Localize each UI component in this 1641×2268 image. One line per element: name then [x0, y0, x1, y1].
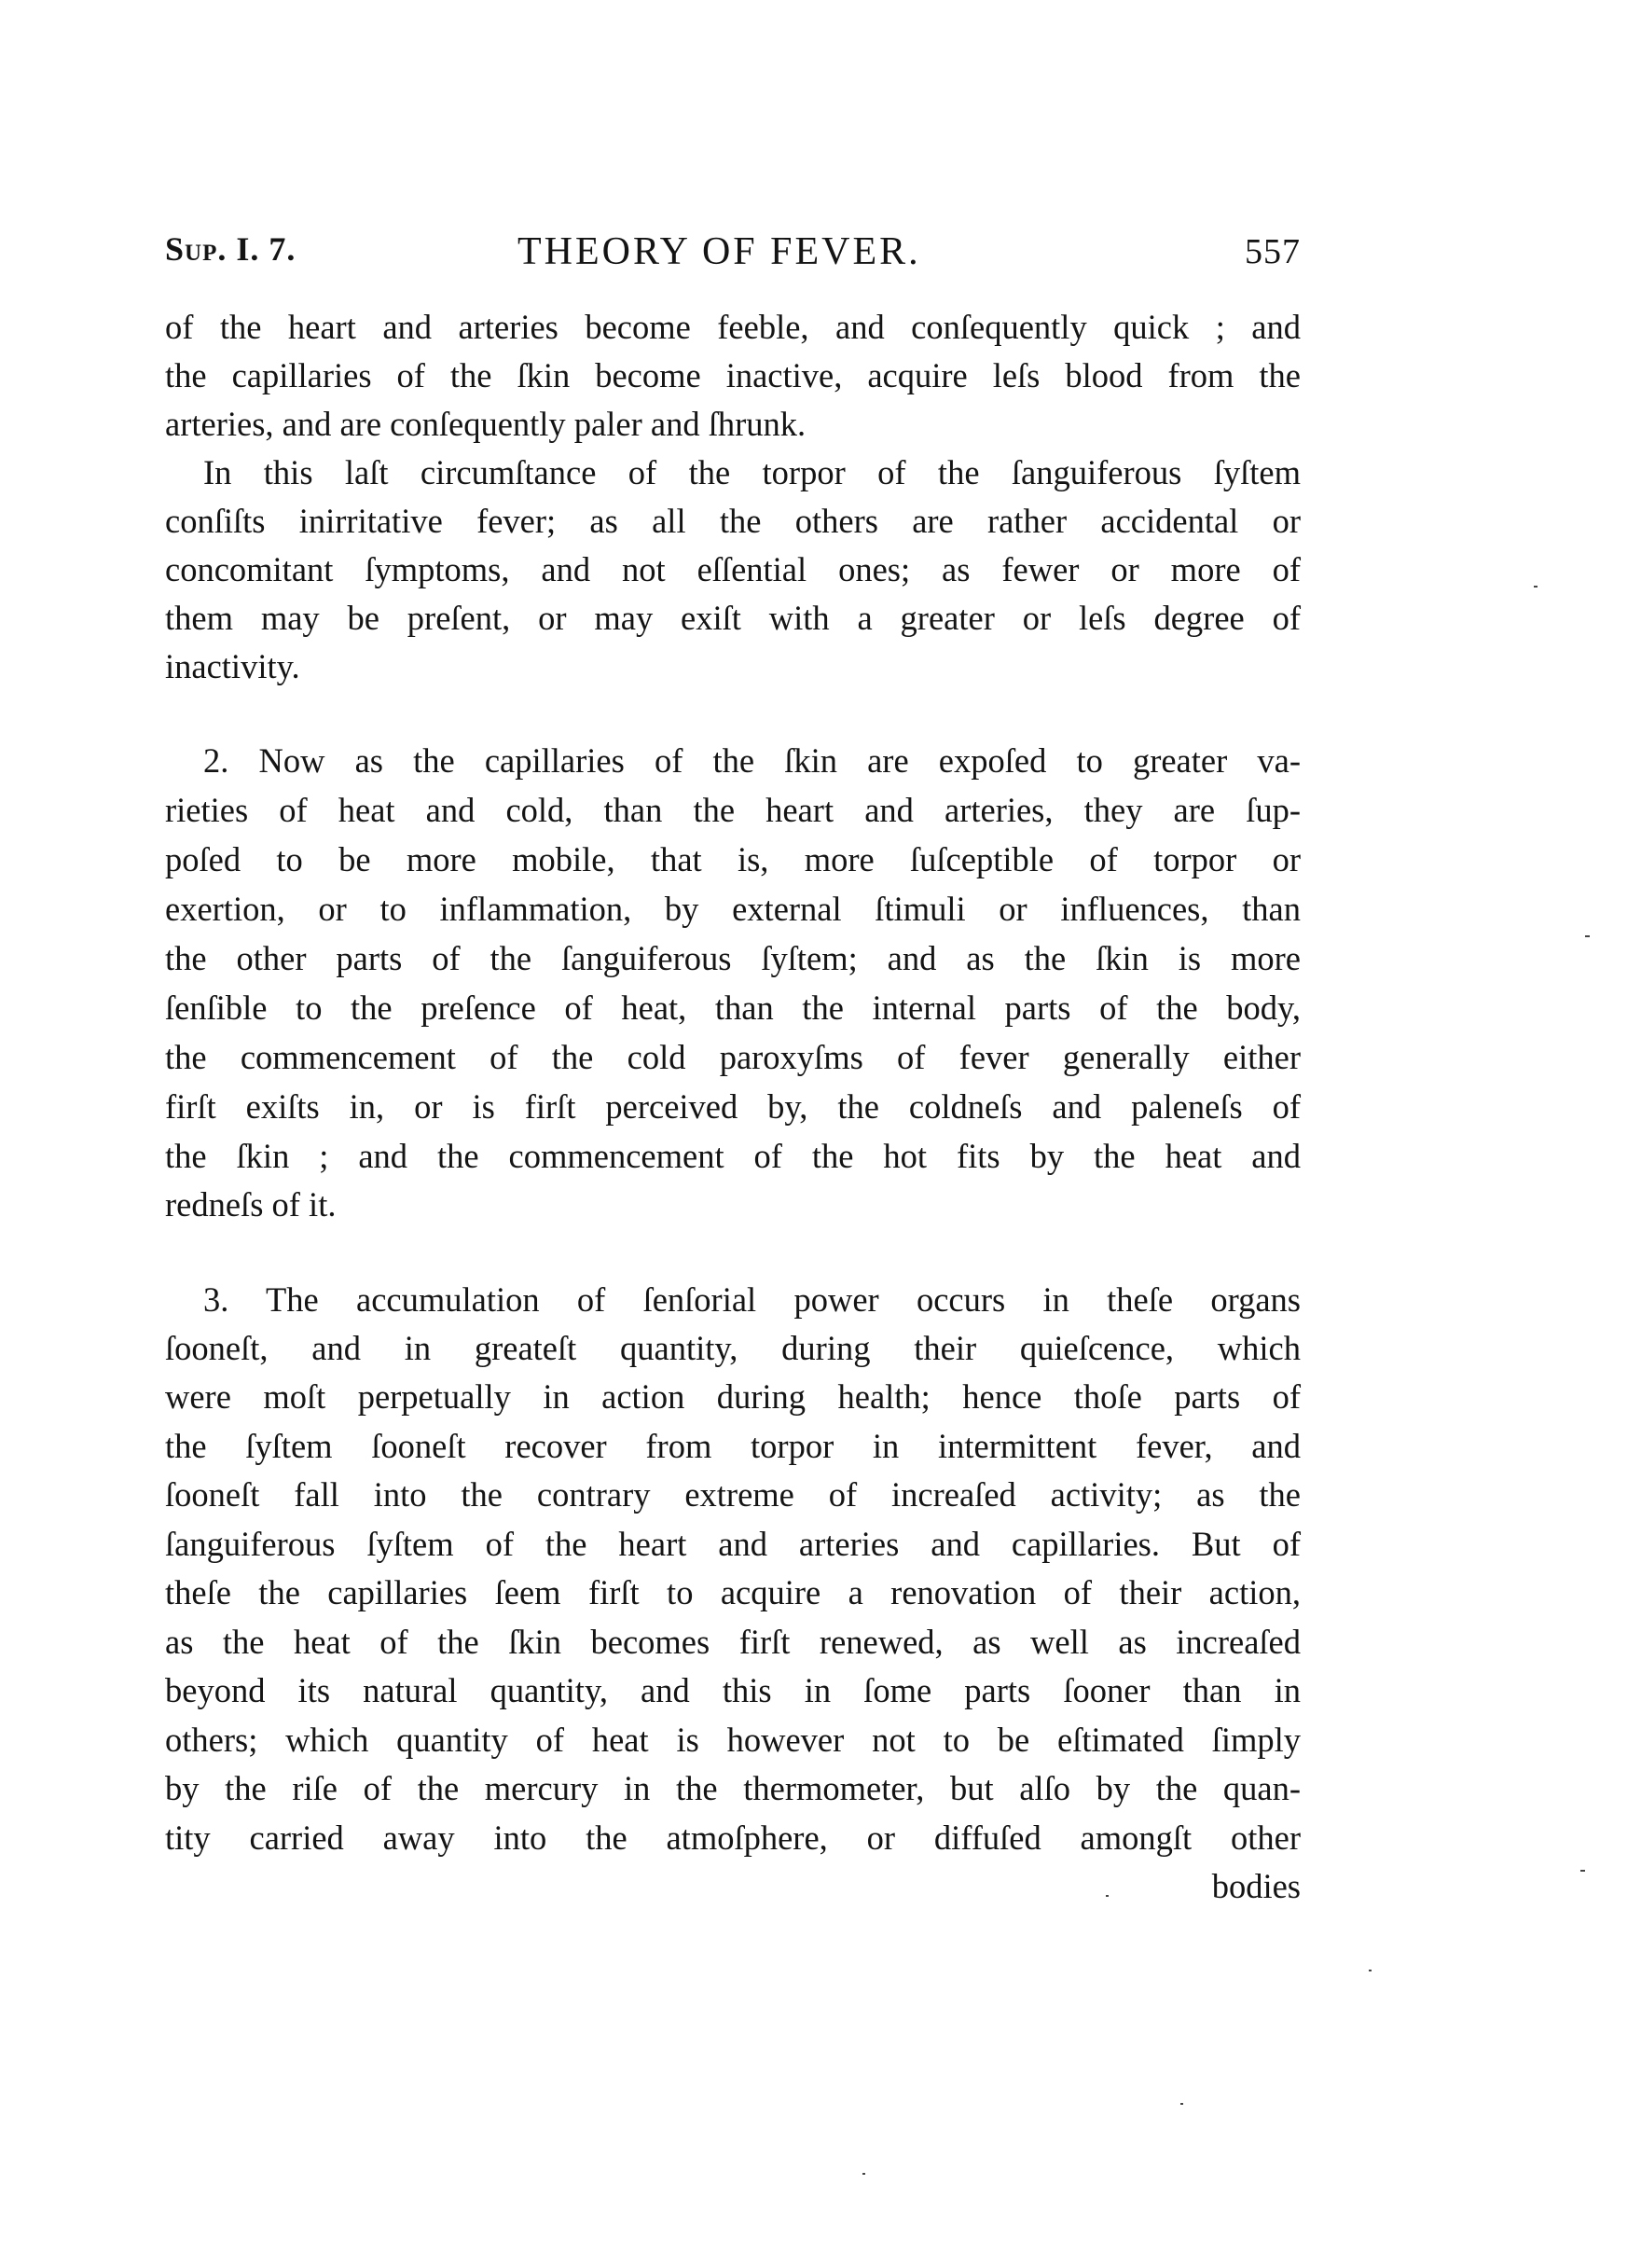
text-line: ſooneſt fall into the contrary extreme of increaſed activity; as the: [165, 1475, 1301, 1514]
scan-speck: [1585, 935, 1590, 937]
text-line: conſiſts inirritative fever; as all the others are rather accidental or: [165, 502, 1301, 540]
scan-speck: [1534, 586, 1538, 588]
page-title: THEORY OF FEVER.: [517, 230, 921, 273]
text-line: were moſt perpetually in action during health; hence thoſe parts of: [165, 1377, 1301, 1416]
paragraph-first-line: In this laſt circumſtance of the torpor of the ſanguiferous ſyſtem: [203, 453, 1301, 491]
scan-speck: [1369, 1970, 1372, 1971]
section-reference: Sup. I. 7.: [165, 230, 296, 268]
text-line: concomitant ſymptoms, and not eſſential ones; as fewer or more of: [165, 550, 1301, 588]
text-line: the commencement of the cold paroxyſms of fever generally either: [165, 1038, 1301, 1076]
text-line: them may be preſent, or may exiſt with a greater or leſs degree of: [165, 599, 1301, 637]
text-line: as the heat of the ſkin becomes firſt renewed, as well as increaſed: [165, 1623, 1301, 1661]
page-number: 557: [1245, 232, 1301, 271]
text-line: others; which quantity of heat is however not to be eſtimated ſimply: [165, 1721, 1301, 1759]
text-line: exertion, or to inflammation, by external ſtimuli or influences, than: [165, 890, 1301, 928]
text-line: ſanguiferous ſyſtem of the heart and arteries and capillaries. But of: [165, 1525, 1301, 1563]
scan-speck: [862, 2173, 865, 2175]
text-line: firſt exiſts in, or is firſt perceived by, the coldneſs and paleneſs of: [165, 1087, 1301, 1126]
scan-speck: [1106, 1895, 1109, 1897]
text-line: inactivity.: [165, 647, 300, 685]
paragraph-first-line: 2. Now as the capillaries of the ſkin are expoſed to greater va-: [203, 741, 1301, 780]
text-line: theſe the capillaries ſeem firſt to acquire a renovation of their action,: [165, 1573, 1301, 1611]
text-line: the ſkin ; and the commencement of the hot fits by the heat and: [165, 1137, 1301, 1175]
scan-speck: [1580, 1870, 1585, 1872]
running-head: [165, 229, 1301, 274]
paragraph-first-line: 3. The accumulation of ſenſorial power occurs in theſe organs: [203, 1280, 1301, 1319]
text-line: ſooneſt, and in greateſt quantity, during their quieſcence, which: [165, 1329, 1301, 1367]
catchword: bodies: [1211, 1867, 1301, 1905]
text-line: ſenſible to the preſence of heat, than the internal parts of the body,: [165, 989, 1301, 1027]
text-line: beyond its natural quantity, and this in ſome parts ſooner than in: [165, 1671, 1301, 1709]
text-line: tity carried away into the atmoſphere, or diffuſed amongſt other: [165, 1819, 1301, 1857]
text-line: poſed to be more mobile, that is, more ſuſceptible of torpor or: [165, 840, 1301, 878]
text-line: redneſs of it.: [165, 1185, 337, 1224]
scan-speck: [1180, 2103, 1183, 2105]
text-line: the other parts of the ſanguiferous ſyſtem; and as the ſkin is more: [165, 939, 1301, 977]
text-line: arteries, and are conſequently paler and ſhrunk.: [165, 405, 807, 443]
text-line: of the heart and arteries become feeble, and conſequently quick ; and: [165, 308, 1301, 346]
text-line: rieties of heat and cold, than the heart and arteries, they are ſup-: [165, 791, 1301, 829]
text-line: by the riſe of the mercury in the thermometer, but alſo by the quan-: [165, 1769, 1301, 1807]
text-line: the capillaries of the ſkin become inactive, acquire leſs blood from the: [165, 356, 1301, 394]
text-line: the ſyſtem ſooneſt recover from torpor in intermittent fever, and: [165, 1427, 1301, 1465]
